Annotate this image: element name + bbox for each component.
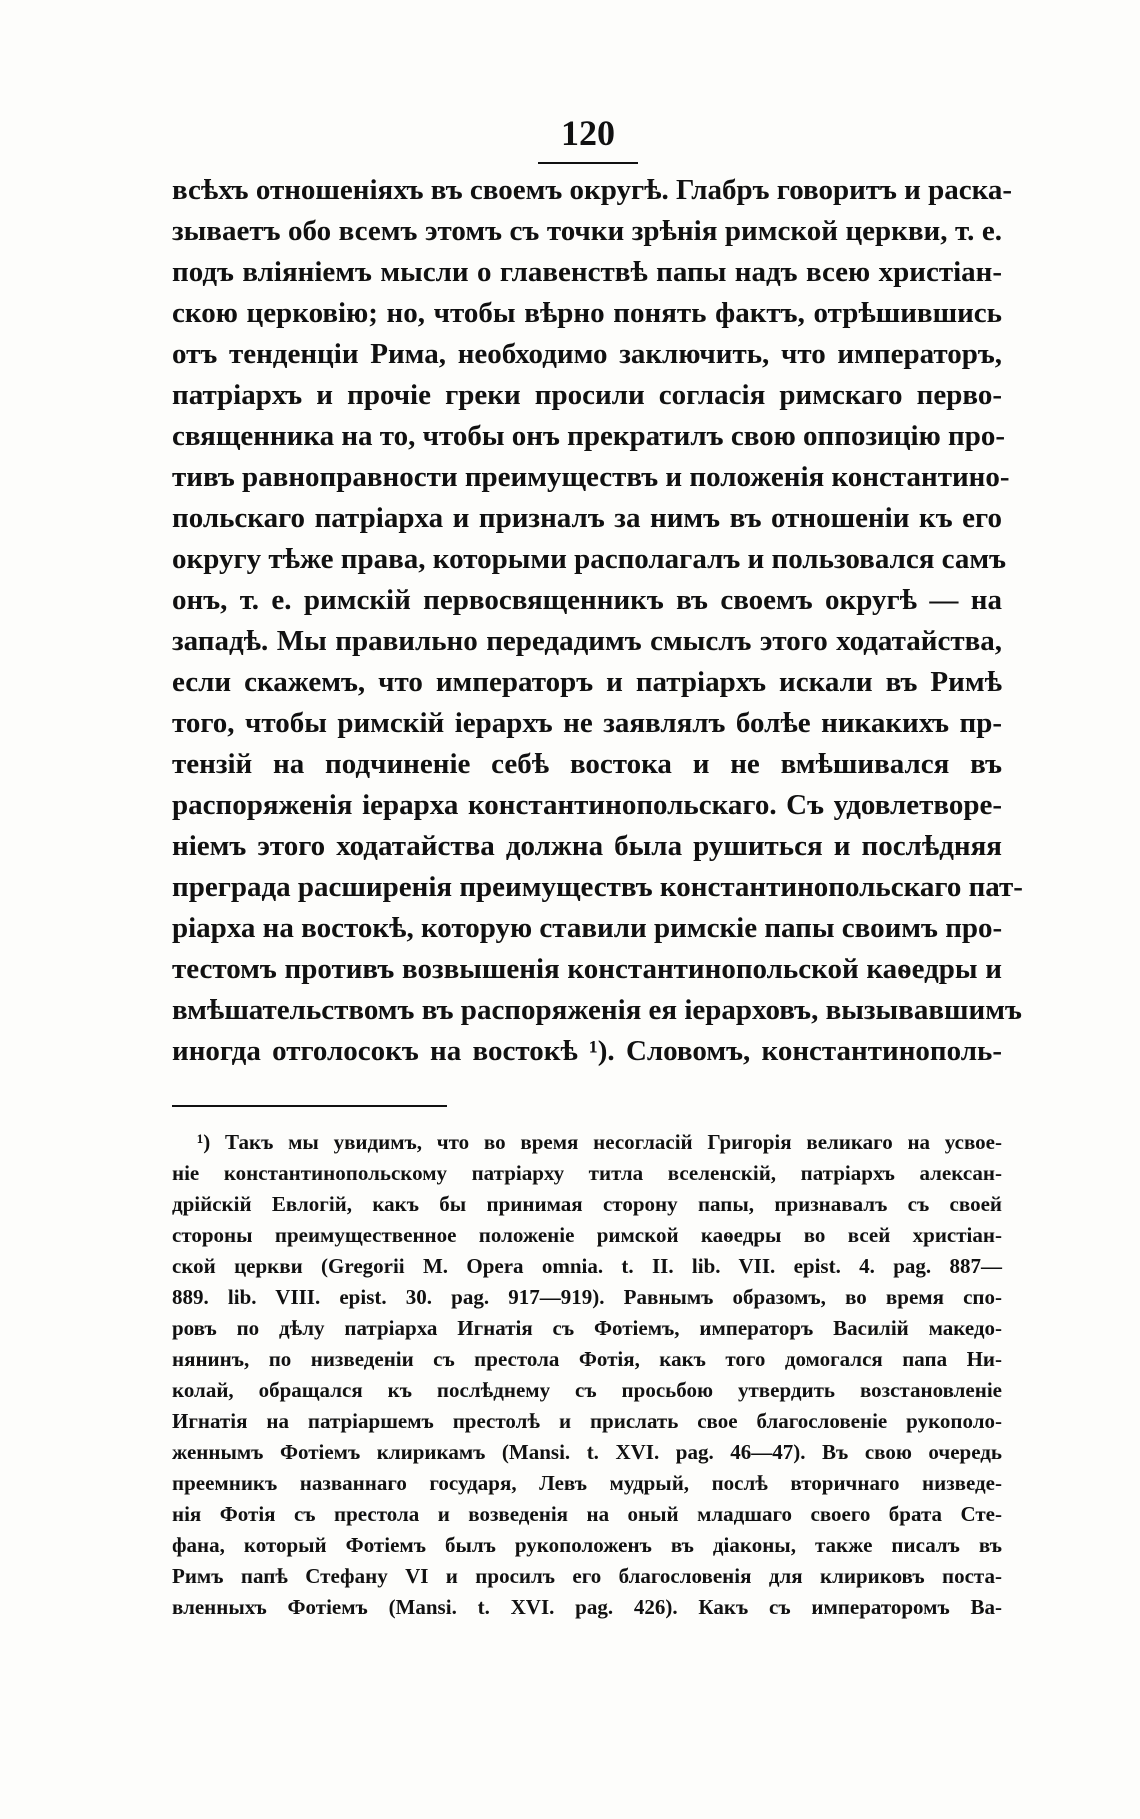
main-text-line: округу тѣже права, которыми располагалъ и пользовался самъ [172, 543, 1007, 575]
footnote-line: 889. lib. VIII. epist. 30. pag. 917—919). Равнымъ образомъ, во время спо- [172, 1285, 1002, 1309]
footnote-line: ровъ по дѣлу патріарха Игнатія съ Фотіемъ, императоръ Василій македо- [172, 1316, 1002, 1340]
main-text-line: ніемъ этого ходатайства должна была рушиться и послѣдняя [172, 830, 1002, 862]
main-text-line: подъ вліяніемъ мысли о главенствѣ папы надъ всею христіан- [172, 256, 1002, 288]
main-text-line: скою церковію; но, чтобы вѣрно понять фактъ, отрѣшившись [172, 297, 1002, 329]
footnote-line: ніе константинопольскому патріарху титла вселенскій, патріархъ алексан- [172, 1161, 1002, 1185]
footnote-line: женнымъ Фотіемъ клирикамъ (Mansi. t. XVI. pag. 46—47). Въ свою очередь [172, 1440, 1002, 1464]
main-text-line: вмѣшательствомъ въ распоряженія ея іерарховъ, вызывавшимъ [172, 994, 1022, 1026]
footnote-line: нянинъ, по низведеніи съ престола Фотія, какъ того домогался папа Ни- [172, 1347, 1002, 1371]
page-number-rule [538, 162, 638, 164]
footnote-line: вленныхъ Фотіемъ (Mansi. t. XVI. pag. 426). Какъ съ императоромъ Ва- [172, 1595, 1002, 1619]
main-text-line: священника на то, чтобы онъ прекратилъ свою оппозицію про- [172, 420, 1006, 452]
footnote-line: Римъ папѣ Стефану VI и просилъ его благословенія для клириковъ поста- [172, 1564, 1002, 1588]
main-text-line: всѣхъ отношеніяхъ въ своемъ округѣ. Глабръ говоритъ и раска- [172, 174, 1013, 206]
footnote-line: преемникъ названнаго государя, Левъ мудрый, послѣ вторичнаго низведе- [172, 1471, 1002, 1495]
main-text-line: преграда расширенія преимуществъ константинопольскаго пат- [172, 871, 1023, 903]
main-text-line: отъ тенденціи Рима, необходимо заключить, что императоръ, [172, 338, 1002, 370]
footnote-line: ской церкви (Gregorii M. Opera omnia. t. II. lib. VII. epist. 4. pag. 887— [172, 1254, 1002, 1278]
main-text-line: если скажемъ, что императоръ и патріархъ искали въ Римѣ [172, 666, 1002, 698]
main-text-line: тивъ равноправности преимуществъ и положенія константино- [172, 461, 1010, 493]
main-text-line: ріарха на востокѣ, которую ставили римскіе папы своимъ про- [172, 912, 1003, 944]
footnote-line: ¹) Такъ мы увидимъ, что во время несогласій Григорія великаго на усвое- [197, 1130, 1002, 1154]
footnote-line: дрійскій Евлогій, какъ бы принимая сторону папы, признавалъ съ своей [172, 1192, 1002, 1216]
footnote-line: нія Фотія съ престола и возведенія на оный младшаго своего брата Сте- [172, 1502, 1002, 1526]
main-text-line: зываетъ обо всемъ этомъ съ точки зрѣнія римской церкви, т. е. [172, 215, 1002, 247]
main-text-line: того, чтобы римскій іерархъ не заявлялъ болѣе никакихъ пр- [172, 707, 1002, 739]
footnote-rule [172, 1105, 447, 1107]
footnote-line: фана, который Фотіемъ былъ рукоположенъ въ діаконы, также писалъ въ [172, 1533, 1002, 1557]
footnote-line: Игнатія на патріаршемъ престолѣ и прислать свое благословеніе рукополо- [172, 1409, 1002, 1433]
main-text-line: патріархъ и прочіе греки просили согласія римскаго перво- [172, 379, 1002, 411]
main-text-line: иногда отголосокъ на востокѣ ¹). Словомъ, константинополь- [172, 1035, 1002, 1067]
main-text-line: тестомъ противъ возвышенія константинопольской каѳедры и [172, 953, 1002, 985]
footnote-line: колай, обращался къ послѣднему съ просьбою утвердить возстановленіе [172, 1378, 1002, 1402]
main-text-line: тензій на подчиненіе себѣ востока и не вмѣшивался въ [172, 748, 1002, 780]
main-text-line: польскаго патріарха и призналъ за нимъ въ отношеніи къ его [172, 502, 1002, 534]
main-text-line: западѣ. Мы правильно передадимъ смыслъ этого ходатайства, [172, 625, 1002, 657]
footnote-line: стороны преимущественное положеніе римской каѳедры во всей христіан- [172, 1223, 1002, 1247]
main-text-line: распоряженія іерарха константинопольскаго. Съ удовлетворе- [172, 789, 1002, 821]
main-text-line: онъ, т. е. римскій первосвященникъ въ своемъ округѣ — на [172, 584, 1002, 616]
page-number: 120 [561, 113, 615, 153]
